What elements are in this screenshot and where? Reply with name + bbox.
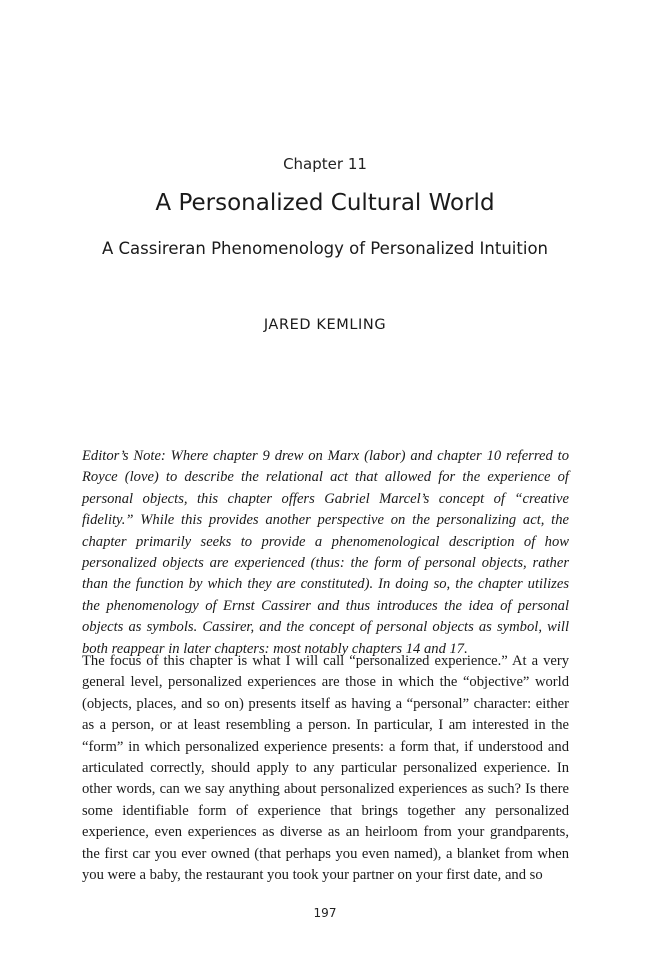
chapter-subtitle: A Cassireran Phenomenology of Personalized Intuition xyxy=(101,239,548,258)
page-number: 197 xyxy=(313,906,337,920)
chapter-title: A Personalized Cultural World xyxy=(155,190,495,216)
author-name: JARED KEMLING xyxy=(263,317,387,333)
body-paragraph: The focus of this chapter is what I will call “personalized experience.” At a very general level, personalized experiences are those in which the “objective” world (objects, places, and so on) presents itself as having a “personal” character: either as a person, or at least resembling a person. In particular, I am interested in the “form” in which personalized experience presents: a form that, if understood and articulated correctly, should apply to any particular personalized experience. In other words, can we say anything about personalized experiences as such? Is there some identifiable form of experience that brings together any personalized experience, even experiences as diverse as an heirloom from your grandparents, the first car you ever owned (that perhaps you even named), a blanket from when you were a baby, the restaurant you took your partner on your first date, and so xyxy=(82,653,569,884)
editors-note: Editor’s Note: Where chapter 9 drew on Marx (labor) and chapter 10 referred to Royce (love) to describe the relational act that allowed for the experience of personal objects, this chapter offers Gabriel Marcel’s concept of “creative fidelity.” While this provides another perspective on the personalizing act, the chapter primarily seeks to provide a phenomenological description of how personalized objects are experienced (thus: the form of personal objects, rather than the function by which they are constituted). In doing so, the chapter utilizes the phenomenology of Ernst Cassirer and thus introduces the idea of personal objects as symbols. Cassirer, and the concept of personal objects as symbol, will both reappear in later chapters: most notably chapters 14 and 17. xyxy=(82,448,569,657)
chapter-label: Chapter 11 xyxy=(283,155,367,173)
